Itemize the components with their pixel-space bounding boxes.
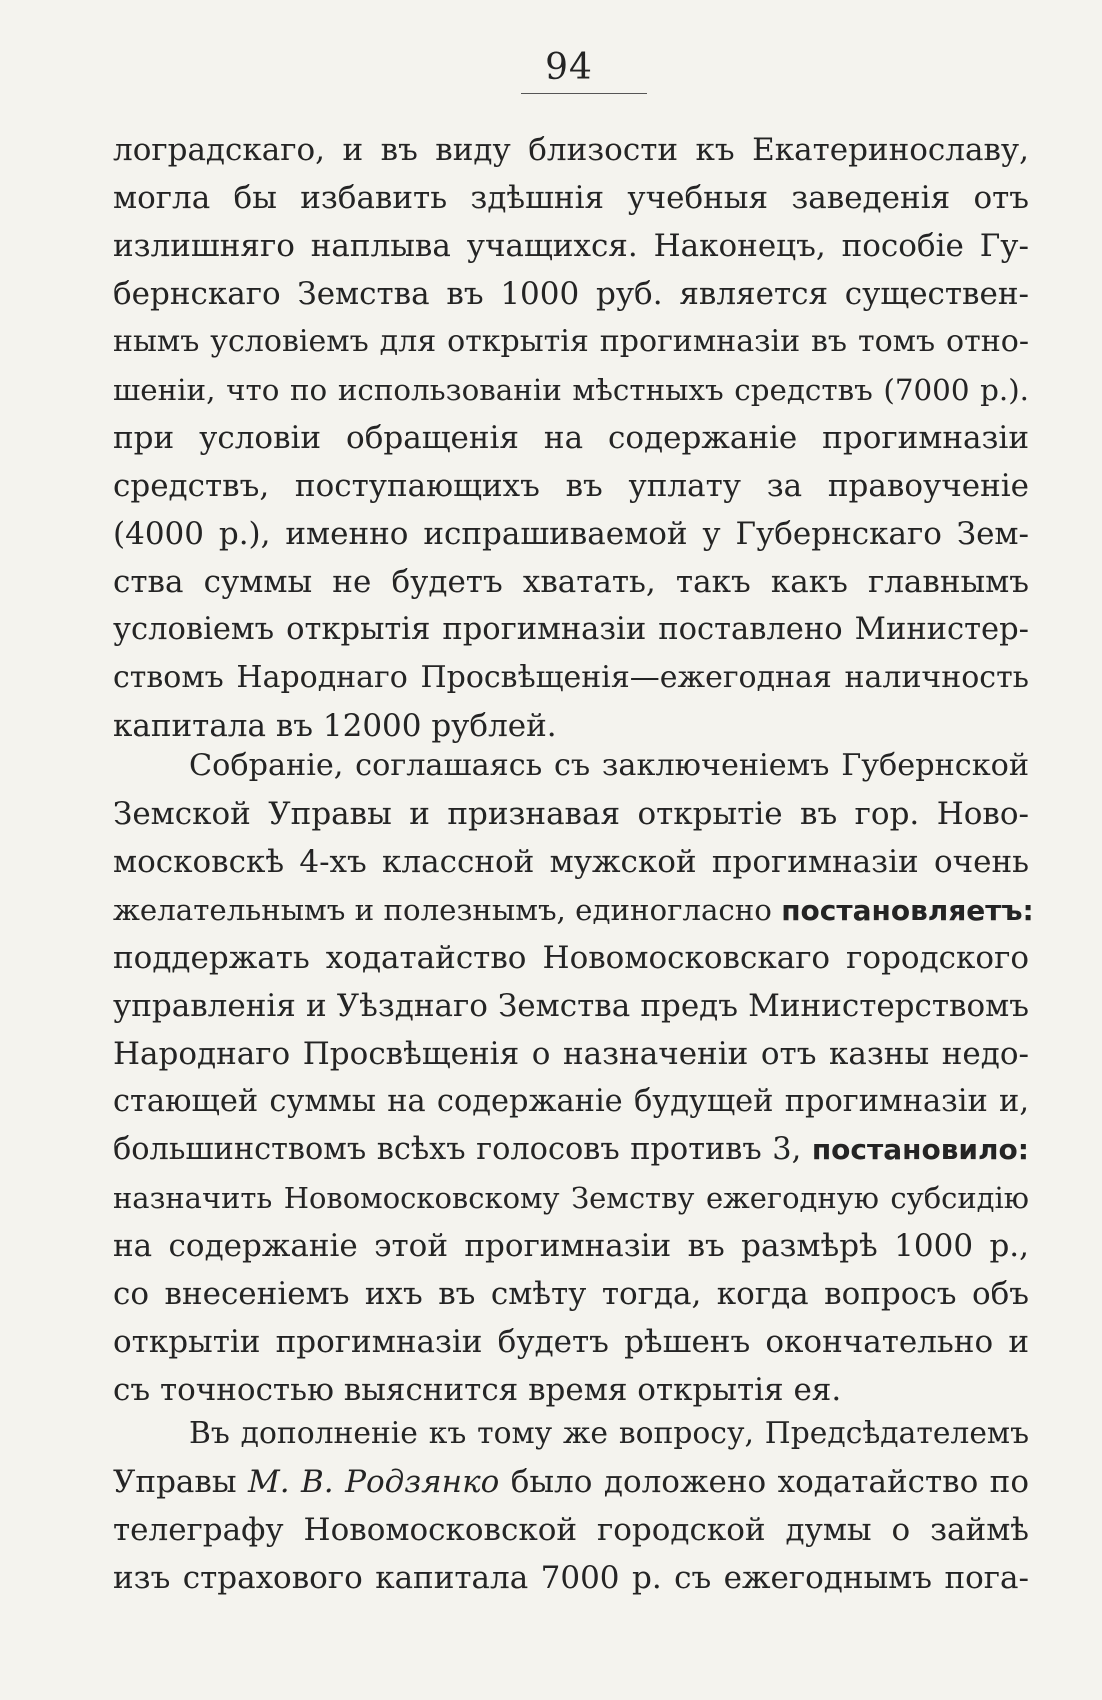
- text-line: открытіи прогимназіи будетъ рѣшенъ окончательно и: [113, 1324, 1029, 1360]
- text-line: при условіи обращенія на содержаніе прогимназіи: [113, 420, 1029, 456]
- text-line: капитала въ 12000 рублей.: [113, 708, 557, 744]
- text-line: со внесеніемъ ихъ въ смѣту тогда, когда вопросъ объ: [113, 1276, 1029, 1312]
- text-fragment: было доложено ходатайство по: [499, 1464, 1029, 1500]
- text-fragment: желательнымъ и полезнымъ, единогласно: [113, 893, 782, 927]
- text-line: шеніи, что по использованіи мѣстныхъ средствъ (7000 р.).: [113, 373, 1029, 407]
- text-line: стающей суммы на содержаніе будущей прогимназіи и,: [113, 1084, 1029, 1119]
- text-line: на содержаніе этой прогимназіи въ размѣрѣ 1000 р.,: [113, 1228, 1029, 1264]
- emphasis-resolves: постановляетъ:: [781, 894, 1034, 927]
- text-line: (4000 р.), именно испрашиваемой у Губернскаго Зем-: [113, 516, 1029, 552]
- text-line: управленія и Уѣзднаго Земства предъ Министерствомъ: [113, 988, 1029, 1024]
- text-line: ствомъ Народнаго Просвѣщенія—ежегодная наличность: [113, 660, 1029, 695]
- header-rule: [521, 93, 647, 94]
- text-line: Народнаго Просвѣщенія о назначеніи отъ казны недо-: [113, 1036, 1029, 1072]
- text-line: [113, 1458, 1029, 1506]
- paragraph-3: [113, 1410, 1029, 1602]
- text-line: могла бы избавить здѣшнія учебныя заведенія отъ: [113, 180, 1029, 216]
- text-line: [113, 886, 1034, 934]
- person-name: М. В. Родзянко: [247, 1464, 500, 1500]
- text-line: ства суммы не будетъ хватать, такъ какъ главнымъ: [113, 564, 1029, 600]
- text-line: Собраніе, соглашаясь съ заключеніемъ Губернской: [189, 748, 1029, 783]
- emphasis-resolved: постановило:: [811, 1133, 1029, 1166]
- text-fragment: Управы: [113, 1464, 248, 1500]
- text-line: съ точностью выяснится время открытія ея.: [113, 1372, 842, 1408]
- text-fragment: большинствомъ всѣхъ голосовъ противъ 3,: [113, 1132, 812, 1167]
- page-number: 94: [545, 47, 593, 88]
- text-line: лоградскаго, и въ виду близости къ Екатеринославу,: [113, 132, 1029, 168]
- text-line: средствъ, поступающихъ въ уплату за правоученіе: [113, 468, 1029, 504]
- text-line: [113, 1126, 1029, 1174]
- text-line: излишняго наплыва учащихся. Наконецъ, пособіе Гу-: [113, 228, 1029, 264]
- text-line: назначить Новомосковскому Земству ежегодную субсидію: [113, 1181, 1029, 1215]
- text-line: Въ дополненіе къ тому же вопросу, Предсѣдателемъ: [189, 1416, 1029, 1451]
- paragraph-2: [113, 742, 1034, 1414]
- text-line: условіемъ открытія прогимназіи поставлено Министер-: [113, 612, 1029, 647]
- paragraph-1: [113, 126, 1029, 750]
- text-line: московскѣ 4-хъ классной мужской прогимназіи очень: [113, 844, 1029, 880]
- text-line: поддержать ходатайство Новомосковскаго городского: [113, 940, 1029, 976]
- text-line: телеграфу Новомосковской городской думы о займѣ: [113, 1512, 1029, 1548]
- text-line: нымъ условіемъ для открытія прогимназіи въ томъ отно-: [113, 324, 1029, 359]
- text-line: бернскаго Земства въ 1000 руб. является существен-: [113, 276, 1029, 312]
- text-line: Земской Управы и признавая открытіе въ гор. Ново-: [113, 796, 1029, 832]
- text-line: изъ страхового капитала 7000 р. съ ежегоднымъ пога-: [113, 1560, 1029, 1596]
